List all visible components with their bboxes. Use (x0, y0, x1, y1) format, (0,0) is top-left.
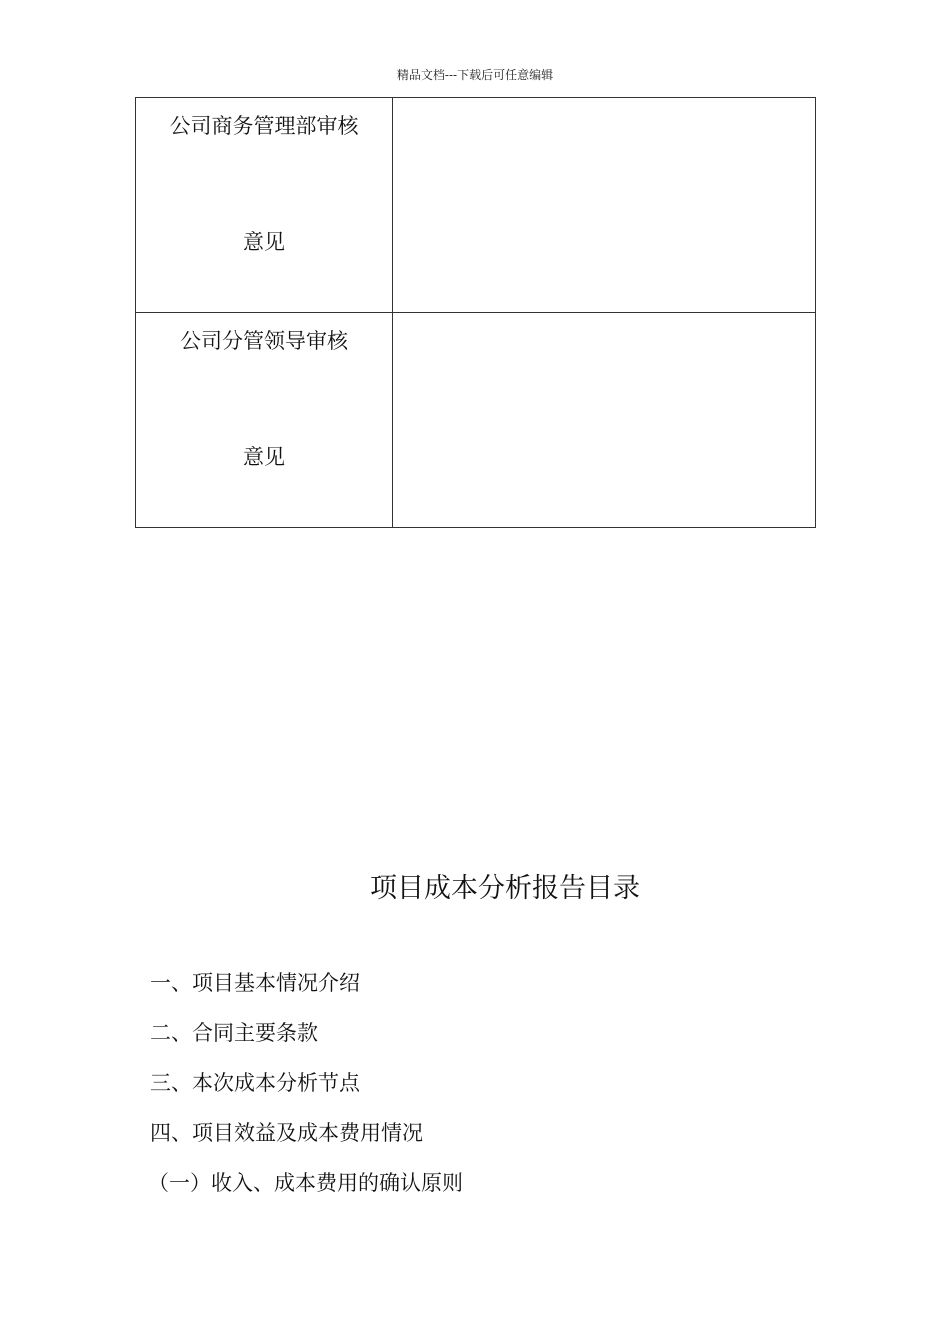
review-opinion-table (135, 97, 816, 528)
review-label-title: 公司分管领导审核 (180, 329, 348, 353)
toc-item: 三、本次成本分析节点 (150, 1071, 360, 1095)
review-label-title: 公司商务管理部审核 (169, 114, 359, 138)
review-label-cell (136, 98, 393, 313)
toc-item: 二、合同主要条款 (150, 1021, 318, 1045)
toc-item: 一、项目基本情况介绍 (150, 971, 360, 995)
review-opinion-field[interactable] (393, 98, 816, 313)
toc-subitem: （一）收入、成本费用的确认原则 (148, 1171, 463, 1195)
review-opinion-field[interactable] (393, 313, 816, 528)
review-label-cell (136, 313, 393, 528)
toc-list (150, 968, 463, 1218)
toc-item: 四、项目效益及成本费用情况 (150, 1121, 423, 1145)
page-header-note: 精品文档---下载后可任意编辑 (396, 68, 554, 82)
table-row (136, 313, 816, 528)
review-label-suffix: 意见 (243, 230, 285, 254)
review-label-suffix: 意见 (243, 445, 285, 469)
table-row (136, 98, 816, 313)
toc-title: 项目成本分析报告目录 (370, 873, 640, 904)
